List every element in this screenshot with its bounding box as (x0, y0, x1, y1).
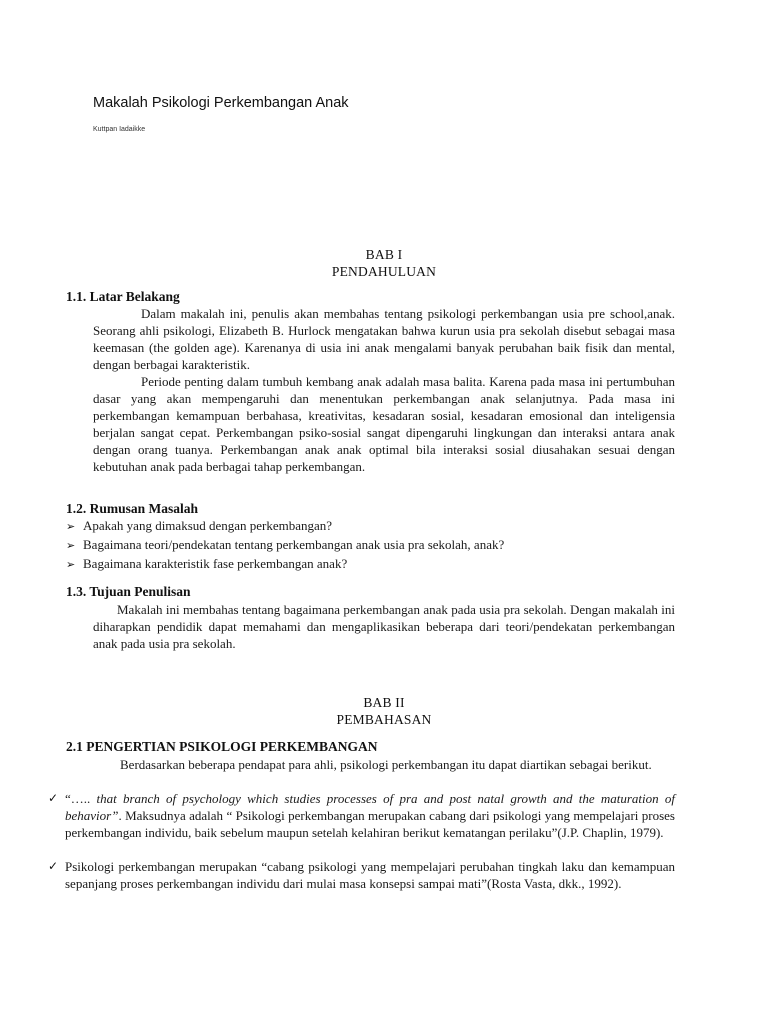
arrow-right-icon: ➢ (66, 539, 76, 552)
list-item: ➢ Bagaimana karakteristik fase perkembangan anak? (66, 555, 686, 574)
chapter-2-heading (0, 694, 768, 728)
checkmark-icon: ✓ (48, 859, 59, 873)
arrow-right-icon: ➢ (66, 558, 76, 571)
document-author: Kuttpan Iadaikke (93, 126, 146, 133)
chapter-1-name: PENDAHULUAN (331, 264, 437, 279)
section-1-3-paragraph: Makalah ini membahas tentang bagaimana perkembangan anak pada usia pra sekolah. Dengan makalah ini diharapkan pendidik dapat memahami dan mengaplikasikan beberapa dari teori/pendekatan perkembangan anak pada usia pra sekolah. (93, 602, 675, 651)
section-1-1-paragraph-2: Periode penting dalam tumbuh kembang anak adalah masa balita. Karena pada masa ini pertumbuhan dasar yang akan mempengaruhi dan menentukan perkembangan anak selanjutnya. Pada masa ini perkembangan kemampuan berbahasa, kreativitas, kesadaran sosial, kesadaran emosional dan inteligensia berjalan sangat cepat. Perkembangan psiko-sosial sangat dipengaruhi lingkungan dan interaksi antara anak dengan orang tuanya. Perkembangan anak anak optimal bila interaksi sosial diusahakan sesuai dengan kebutuhan anak pada berbagai tahap perkembangan. (93, 374, 675, 474)
chapter-1-heading (0, 246, 768, 280)
quoted-definition: that branch of psychology which studies processes of pra and post natal growth and the maturation of behavior” (65, 791, 675, 823)
list-item: ➢ Apakah yang dimaksud dengan perkembangan? (66, 517, 686, 536)
section-1-2-heading: 1.2. Rumusan Masalah (66, 501, 199, 516)
definition-item-1 (48, 790, 675, 841)
research-questions-list (66, 517, 686, 574)
definition-text-1: “….. that branch of psychology which studies processes of pra and post natal growth and the maturation of behavior”. Maksudnya adalah “ Psikologi perkembangan merupakan cabang dari psikologi yang mempelajari proses perkembangan individu, baik sebelum maupun setelah kelahiran berikut kematangan perilaku”(J.P. Chaplin, 1979). (65, 791, 675, 840)
chapter-1-number: BAB I (365, 247, 403, 262)
section-2-1-intro: Berdasarkan beberapa pendapat para ahli, psikologi perkembangan itu dapat diartikan sebagai berikut. (120, 757, 652, 772)
section-1-1-heading: 1.1. Latar Belakang (66, 289, 180, 304)
section-1-3-heading: 1.3. Tujuan Penulisan (66, 584, 191, 599)
chapter-2-name: PEMBAHASAN (336, 712, 432, 727)
definition-text-2: Psikologi perkembangan merupakan “cabang psikologi yang mempelajari perubahan tingkah laku dan kemampuan sepanjang proses perkembangan individu dari mulai masa konsepsi sampai mati”(Rosta Vasta, dkk., 1992). (65, 859, 675, 891)
arrow-right-icon: ➢ (66, 520, 76, 533)
section-1-1-paragraph-1: Dalam makalah ini, penulis akan membahas tentang psikologi perkembangan usia pre school,anak. Seorang ahli psikologi, Elizabeth B. Hurlock mengatakan bahwa kurun usia pra sekolah disebut sebagai masa keemasan (the golden age). Karenanya di usia ini anak mengalami banyak perubahan baik fisik dan mental, dengan berbagai karakteristik. (93, 306, 675, 372)
section-2-1-heading: 2.1 PENGERTIAN PSIKOLOGI PERKEMBANGAN (66, 739, 378, 754)
document-title: Makalah Psikologi Perkembangan Anak (93, 95, 349, 111)
chapter-2-number: BAB II (363, 695, 405, 710)
checkmark-icon: ✓ (48, 791, 59, 805)
list-item: ➢ Bagaimana teori/pendekatan tentang perkembangan anak usia pra sekolah, anak? (66, 536, 686, 555)
definition-item-2 (48, 858, 675, 892)
